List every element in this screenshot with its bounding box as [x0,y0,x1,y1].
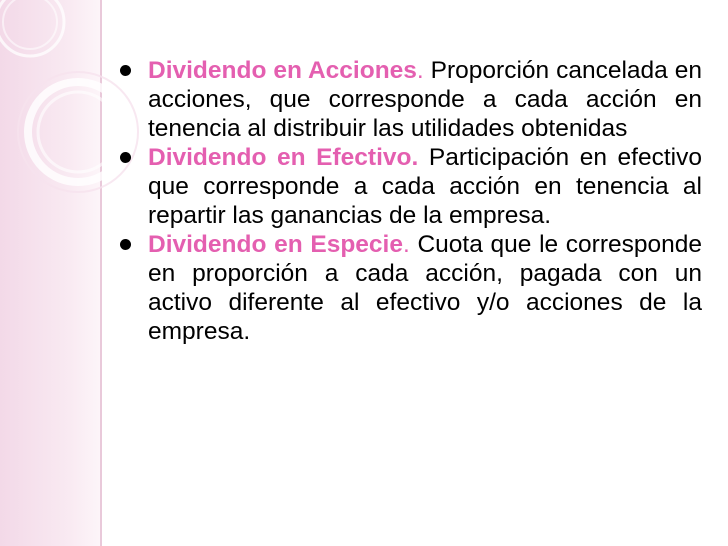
bullet-dot-icon [120,65,131,76]
definition-especie: Cuota que le corresponde en proporción a cada acción, pagada con un activo diferente al efectivo y/o acciones de la empresa. [148,231,703,345]
bullet-item-efectivo [118,143,702,230]
definition-efectivo: Participación en efectivo que corresponde a cada acción en tenencia al repartir las ganancias de la empresa. [148,144,702,229]
term-separator: . [416,57,424,84]
term-efectivo: Dividendo en Efectivo [148,144,412,171]
term-separator: . [411,144,419,171]
bullet-item-especie [118,230,702,346]
definition-acciones: Proporción cancelada en acciones, que corresponde a cada acción en tenencia al distribuir las utilidades obtenidas [148,57,702,142]
bullet-item-acciones [118,56,702,143]
bullet-dot-icon [120,239,131,250]
term-especie: Dividendo en Especie [148,231,403,258]
term-separator: . [402,231,410,258]
bullet-list [118,56,702,346]
bullet-dot-icon [120,152,131,163]
term-acciones: Dividendo en Acciones [148,57,417,84]
